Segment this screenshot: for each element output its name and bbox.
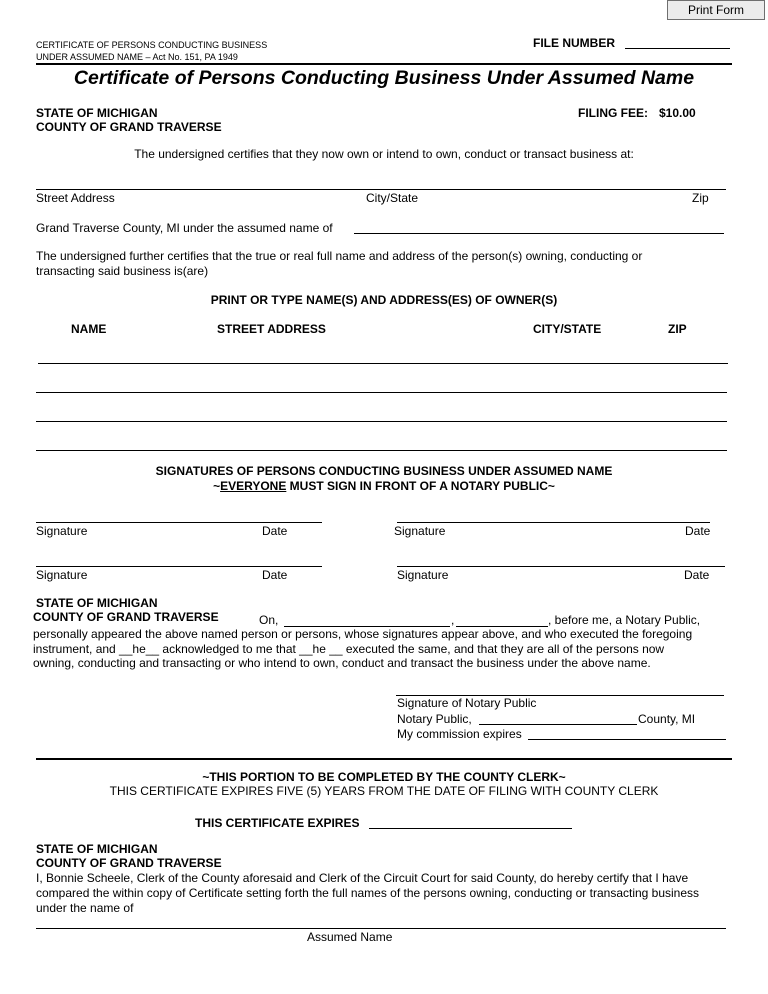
form-caption-line1: CERTIFICATE OF PERSONS CONDUCTING BUSINESS	[36, 40, 268, 50]
business-intro: The undersigned certifies that they now own or intend to own, conduct or transact business at:	[134, 147, 634, 161]
clerk-body-line2: compared the within copy of Certificate setting forth the full names of the persons owning, conducting or transacting business	[36, 886, 700, 900]
col-city-state: CITY/STATE	[533, 322, 602, 336]
clerk-section-rule	[36, 758, 732, 760]
notary-text-line3: instrument, and __he__ acknowledged to me that __he __ executed the same, and that they are all of the persons now	[33, 642, 665, 656]
clerk-state-label: STATE OF MICHIGAN	[36, 842, 158, 856]
state-label: STATE OF MICHIGAN	[36, 106, 158, 120]
clerk-assumed-name-field[interactable]	[36, 928, 726, 929]
header-rule	[36, 63, 732, 65]
certificate-expires-label: THIS CERTIFICATE EXPIRES	[195, 816, 360, 830]
assumed-name-prefix: Grand Traverse County, MI under the assumed name of	[36, 221, 333, 235]
date-1-label: Date	[262, 524, 288, 538]
notary-text-line2: personally appeared the above named person or persons, whose signatures appear above, and who executed the foregoing	[33, 627, 693, 641]
signature-3-label: Signature	[36, 568, 88, 582]
owners-heading: PRINT OR TYPE NAME(S) AND ADDRESS(ES) OF OWNER(S)	[210, 293, 558, 307]
col-street-address: STREET ADDRESS	[217, 322, 326, 336]
street-address-label: Street Address	[36, 191, 115, 205]
signature-4-label: Signature	[397, 568, 449, 582]
signature-2-label: Signature	[394, 524, 446, 538]
county-label: COUNTY OF GRAND TRAVERSE	[36, 120, 222, 134]
clerk-body-line1: I, Bonnie Scheele, Clerk of the County aforesaid and Clerk of the Circuit Court for said County, do hereby certify that I have	[36, 871, 689, 885]
owner-row-4-field[interactable]	[36, 450, 727, 451]
col-name: NAME	[71, 322, 107, 336]
notary-on-label: On,	[259, 613, 279, 627]
signature-3-field[interactable]	[36, 566, 322, 567]
page-title: Certificate of Persons Conducting Business Under Assumed Name	[73, 67, 695, 89]
owner-row-1-field[interactable]	[38, 363, 728, 364]
notary-signature-label: Signature of Notary Public	[397, 696, 537, 710]
further-certifies-line2: transacting said business is(are)	[36, 264, 209, 278]
signature-4-field[interactable]	[397, 566, 725, 567]
form-caption-line2: UNDER ASSUMED NAME – Act No. 151, PA 1949	[36, 52, 238, 62]
file-number-field[interactable]	[625, 48, 730, 49]
further-certifies-line1: The undersigned further certifies that the true or real full name and address of the person(s) owning, conducting or	[36, 249, 643, 263]
filing-fee-label: FILING FEE:	[578, 106, 648, 120]
notary-state-label: STATE OF MICHIGAN	[36, 596, 158, 610]
everyone-emphasis: EVERYONE	[220, 479, 287, 493]
signature-1-label: Signature	[36, 524, 88, 538]
print-form-button[interactable]: Print Form	[667, 0, 765, 20]
signatures-heading: SIGNATURES OF PERSONS CONDUCTING BUSINESS UNDER ASSUMED NAME	[155, 464, 613, 478]
clerk-body-line3: under the name of	[36, 901, 134, 915]
notary-public-label: Notary Public,	[397, 712, 472, 726]
commission-expires-field[interactable]	[528, 739, 726, 740]
business-address-field[interactable]	[36, 189, 726, 190]
date-4-label: Date	[684, 568, 710, 582]
signature-2-field[interactable]	[397, 522, 710, 523]
assumed-name-field[interactable]	[354, 233, 724, 234]
owner-row-3-field[interactable]	[36, 421, 727, 422]
certificate-expiry-note: THIS CERTIFICATE EXPIRES FIVE (5) YEARS FROM THE DATE OF FILING WITH COUNTY CLERK	[109, 784, 659, 798]
notary-before-me: , before me, a Notary Public,	[548, 613, 701, 627]
date-2-label: Date	[685, 524, 711, 538]
notary-comma: ,	[451, 613, 455, 627]
zip-label: Zip	[692, 191, 709, 205]
notary-text-line4: owning, conducting and transacting or who intend to own, conduct and transact the business under the above name.	[33, 656, 651, 670]
notary-county-field[interactable]	[479, 724, 637, 725]
owner-row-2-field[interactable]	[36, 392, 727, 393]
commission-expires-label: My commission expires	[397, 727, 522, 741]
notary-notice: ~EVERYONE MUST SIGN IN FRONT OF A NOTARY PUBLIC~	[213, 479, 555, 493]
clerk-county-label: COUNTY OF GRAND TRAVERSE	[36, 856, 222, 870]
assumed-name-label: Assumed Name	[307, 930, 393, 944]
signature-1-field[interactable]	[36, 522, 322, 523]
notary-county-label: COUNTY OF GRAND TRAVERSE	[33, 610, 219, 624]
date-3-label: Date	[262, 568, 288, 582]
filing-fee-value: $10.00	[659, 106, 696, 120]
file-number-label: FILE NUMBER	[533, 36, 615, 50]
certificate-expires-field[interactable]	[369, 828, 572, 829]
notary-county-mi-label: County, MI	[638, 712, 696, 726]
city-state-label: City/State	[366, 191, 419, 205]
clerk-heading: ~THIS PORTION TO BE COMPLETED BY THE COUNTY CLERK~	[202, 770, 566, 784]
col-zip: ZIP	[668, 322, 687, 336]
